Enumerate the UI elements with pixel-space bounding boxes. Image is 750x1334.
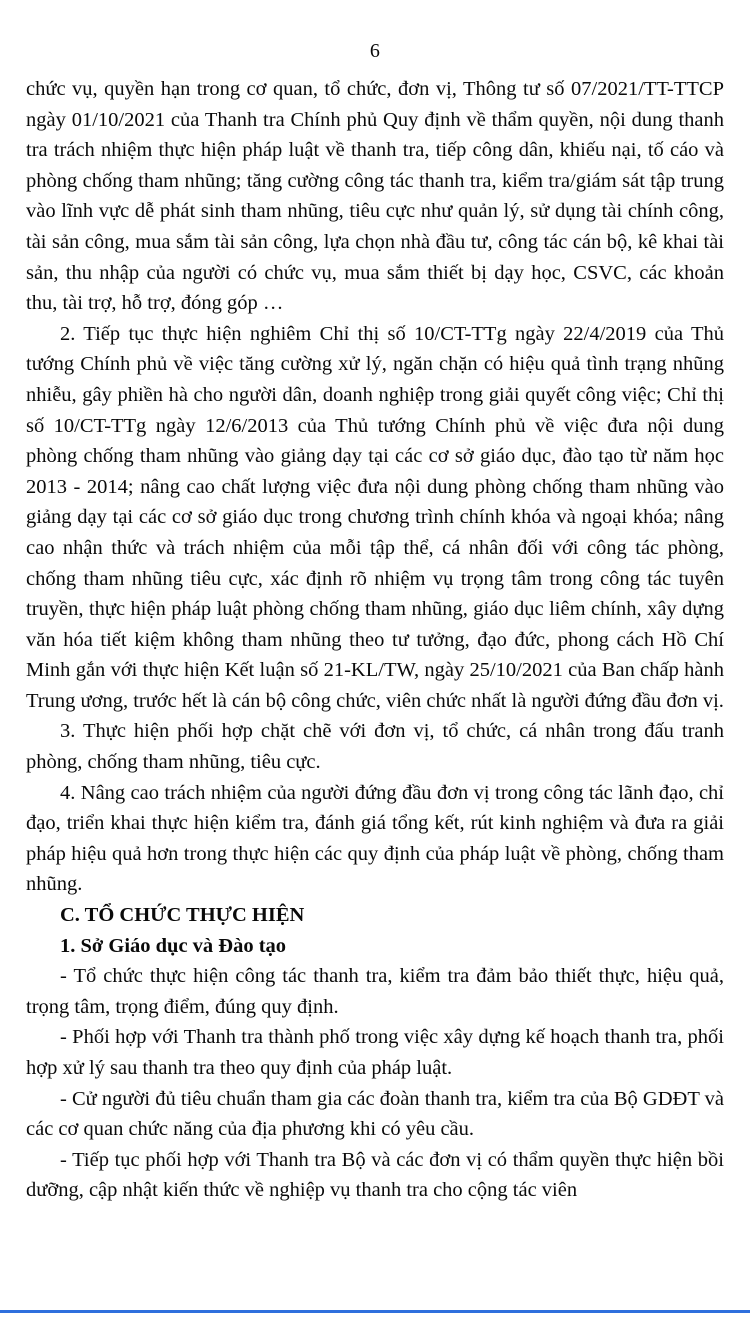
bullet-item-3: - Cử người đủ tiêu chuẩn tham gia các đoàn thanh tra, kiểm tra của Bộ GDĐT và các cơ quan chức năng của địa phương khi có yêu cầu. (26, 1087, 724, 1141)
bullet-item-4: - Tiếp tục phối hợp với Thanh tra Bộ và các đơn vị có thẩm quyền thực hiện bồi dưỡng, cập nhật kiến thức về nghiệp vụ thanh tra cho cộng tác viên (26, 1148, 724, 1202)
document-body (26, 74, 724, 1206)
bullet-item-1: - Tổ chức thực hiện công tác thanh tra, kiểm tra đảm bảo thiết thực, hiệu quả, trọng tâm, trọng điểm, đúng quy định. (26, 965, 724, 1018)
paragraph-1: chức vụ, quyền hạn trong cơ quan, tổ chức, đơn vị, Thông tư số 07/2021/TT-TTCP ngày 01/10/2021 của Thanh tra Chính phủ Quy định về thẩm quyền, nội dung thanh tra trách nhiệm thực hiện pháp luật về thanh tra, tiếp công dân, khiếu nại, tố cáo và phòng chống tham nhũng; tăng cường công tác thanh tra, kiểm tra/giám sát tập trung vào lĩnh vực dễ phát sinh tham nhũng, tiêu cực như quản lý, sử dụng tài chính công, tài sản công, mua sắm tài sản công, lựa chọn nhà đầu tư, công tác cán bộ, kê khai tài sản, thu nhập của người có chức vụ, mua sắm thiết bị dạy học, CSVC, các khoản thu, tài trợ, hỗ trợ, đóng góp … (26, 78, 724, 315)
section-heading: C. TỔ CHỨC THỰC HIỆN (60, 904, 305, 927)
sub-heading: 1. Sở Giáo dục và Đào tạo (60, 934, 287, 957)
paragraph-2: 2. Tiếp tục thực hiện nghiêm Chỉ thị số 10/CT-TTg ngày 22/4/2019 của Thủ tướng Chính phủ về việc tăng cường xử lý, ngăn chặn có hiệu quả tình trạng nhũng nhiễu, gây phiền hà cho người dân, doanh nghiệp trong giải quyết công việc; Chỉ thị số 10/CT-TTg ngày 12/6/2013 của Thủ tướng Chính phủ về việc đưa nội dung phòng chống tham nhũng vào giảng dạy tại các cơ sở giáo dục, đào tạo từ năm học 2013 - 2014; nâng cao chất lượng việc đưa nội dung phòng chống tham nhũng vào giảng dạy tại các cơ sở giáo dục trong chương trình chính khóa và ngoại khóa; nâng cao nhận thức và trách nhiệm của mỗi tập thể, cá nhân đối với công tác phòng, chống tham nhũng tiêu cực, xác định rõ nhiệm vụ trọng tâm trong công tác tuyên truyền, thực hiện pháp luật phòng chống tham nhũng, giáo dục liêm chính, xây dựng văn hóa tiết kiệm không tham nhũng theo tư tưởng, đạo đức, phong cách Hồ Chí Minh gắn với thực hiện Kết luận số 21-KL/TW, ngày 25/10/2021 của Ban chấp hành Trung ương, trước hết là cán bộ công chức, viên chức nhất là người đứng đầu đơn vị. (26, 322, 724, 712)
paragraph-3: 3. Thực hiện phối hợp chặt chẽ với đơn vị, tổ chức, cá nhân trong đấu tranh phòng, chống tham nhũng, tiêu cực. (26, 720, 724, 774)
bullet-item-2: - Phối hợp với Thanh tra thành phố trong việc xây dựng kế hoạch thanh tra, phối hợp xử lý sau thanh tra theo quy định của pháp luật. (26, 1026, 724, 1079)
reader-bottom-bar (0, 1311, 750, 1334)
paragraph-4: 4. Nâng cao trách nhiệm của người đứng đầu đơn vị trong công tác lãnh đạo, chỉ đạo, triển khai thực hiện kiểm tra, đánh giá tổng kết, rút kinh nghiệm và đưa ra giải pháp hiệu quả hơn trong thực hiện các quy định của pháp luật về phòng, chống tham nhũng. (26, 781, 724, 896)
reading-progress-bar[interactable] (0, 1310, 750, 1313)
page-number: 6 (369, 40, 381, 62)
